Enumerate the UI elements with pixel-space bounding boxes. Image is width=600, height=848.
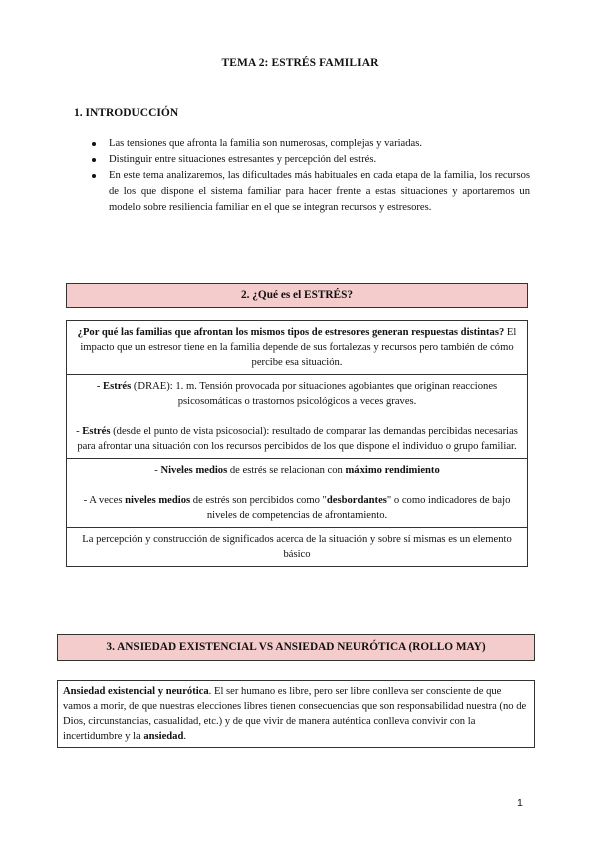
section-heading-introduccion: 1. INTRODUCCIÓN bbox=[74, 107, 179, 119]
term-ansiedad-existencial: Ansiedad existencial y neurótica bbox=[63, 686, 209, 697]
definition-text: (DRAE): 1. m. Tensión provocada por situaciones agobiantes que originan reacciones psicosomáticas o trastornos psicológicos a veces graves. bbox=[131, 381, 498, 407]
term-ansiedad: ansiedad bbox=[143, 731, 184, 742]
definition-psicosocial bbox=[76, 424, 518, 454]
table-cell-question bbox=[67, 321, 528, 375]
text-fragment: de estrés son percibidos como " bbox=[190, 495, 327, 506]
text-fragment: " o como indicadores de bajo niveles de competencias de afrontamiento. bbox=[206, 495, 511, 521]
definition-drae bbox=[76, 379, 518, 409]
niveles-line-1 bbox=[76, 463, 518, 478]
page-number: 1 bbox=[517, 797, 523, 809]
term-maximo-rendimiento: máximo rendimiento bbox=[345, 465, 440, 476]
table-cell-percepcion: La percepción y construcción de significados acerca de la situación y sobre sí mismas es un elemento básico bbox=[67, 528, 528, 567]
ansiedad-text: . El ser humano es libre, pero ser libre conlleva ser consciente de que vamos a morir, de que nuestras elecciones libres tienen consecuencias que son responsabilidad nuestra (no de Dios, circunstancias, casualidad, etc.) y de que vivir de manera auténtica conlleva convivir con la incertidumbre y la bbox=[63, 686, 527, 742]
stress-table bbox=[66, 320, 528, 567]
list-item: En este tema analizaremos, las dificultades más habituales en cada etapa de la familia, los recursos de los que dispone el sistema familiar para hacer frente a estas situaciones y aportaremos un modelo sobre resiliencia familiar en el que se integran recursos y estresores. bbox=[92, 168, 530, 216]
list-item: Distinguir entre situaciones estresantes y percepción del estrés. bbox=[92, 152, 530, 168]
term-niveles-medios: niveles medios bbox=[125, 495, 191, 506]
document-title: TEMA 2: ESTRÉS FAMILIAR bbox=[221, 57, 379, 69]
term-niveles-medios: Niveles medios bbox=[160, 465, 228, 476]
table-cell-definitions bbox=[67, 375, 528, 459]
term-desbordantes: desbordantes bbox=[326, 495, 387, 506]
definition-text: (desde el punto de vista psicosocial): resultado de comparar las demandas percibidas necesarias para afrontar una situación con los recursos percibidos de los que dispone el individuo o grupo familiar. bbox=[77, 426, 518, 452]
table-row bbox=[67, 321, 528, 375]
section-heading-ansiedad: 3. ANSIEDAD EXISTENCIAL VS ANSIEDAD NEURÓTICA (ROLLO MAY) bbox=[57, 634, 535, 661]
answer-text: El impacto que un estresor tiene en la familia depende de sus fortalezas y recursos pero también de cómo percibe esa situación. bbox=[80, 327, 517, 368]
list-item: Las tensiones que afronta la familia son numerosas, complejas y variadas. bbox=[92, 136, 530, 152]
text-fragment: de estrés se relacionan con bbox=[227, 465, 346, 476]
dash: - bbox=[154, 465, 161, 476]
niveles-line-2 bbox=[76, 493, 518, 523]
dash: - bbox=[76, 426, 83, 437]
text-fragment: - A veces bbox=[83, 495, 126, 506]
dash: - bbox=[96, 381, 103, 392]
ansiedad-box bbox=[57, 680, 535, 748]
question-text: ¿Por qué las familias que afrontan los mismos tipos de estresores generan respuestas distintas? bbox=[77, 327, 505, 338]
table-row bbox=[67, 375, 528, 459]
term-estres: Estrés bbox=[103, 381, 132, 392]
period: . bbox=[183, 731, 187, 742]
section-heading-que-es-estres: 2. ¿Qué es el ESTRÉS? bbox=[66, 283, 528, 308]
intro-bullet-list bbox=[92, 136, 530, 216]
table-row bbox=[67, 459, 528, 528]
term-estres: Estrés bbox=[82, 426, 111, 437]
table-row bbox=[67, 528, 528, 567]
table-cell-niveles bbox=[67, 459, 528, 528]
